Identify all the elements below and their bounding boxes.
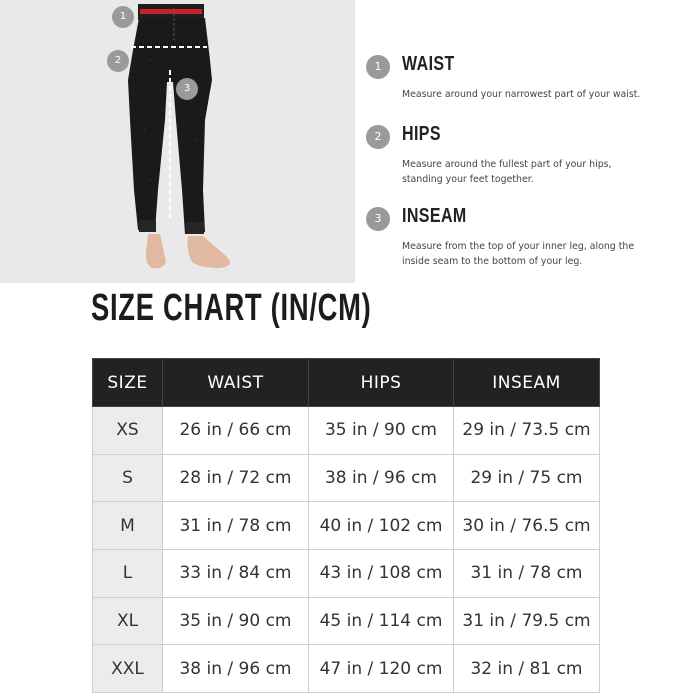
header-inseam: INSEAM [454, 359, 600, 407]
table-row [93, 597, 600, 645]
step-description: Measure around the fullest part of your hips, standing your feet together. [402, 159, 612, 185]
step-title: WAIST [402, 53, 455, 75]
step-title: INSEAM [402, 205, 467, 227]
marker-1: 1 [112, 6, 134, 28]
table-row [93, 407, 600, 455]
header-hips: HIPS [309, 359, 454, 407]
inseam-cell: 32 in / 81 cm [454, 645, 600, 693]
hips-cell: 40 in / 102 cm [309, 502, 454, 550]
waist-cell: 38 in / 96 cm [163, 645, 309, 693]
table-row [93, 550, 600, 598]
step-number: 2 [366, 125, 390, 149]
header-waist: WAIST [163, 359, 309, 407]
waist-cell: 26 in / 66 cm [163, 407, 309, 455]
inseam-cell: 29 in / 75 cm [454, 454, 600, 502]
inseam-cell: 31 in / 79.5 cm [454, 597, 600, 645]
table-header-row [93, 359, 600, 407]
waist-cell: 35 in / 90 cm [163, 597, 309, 645]
step-title: HIPS [402, 123, 441, 145]
step-description: Measure around your narrowest part of your waist. [402, 89, 641, 100]
waist-cell: 33 in / 84 cm [163, 550, 309, 598]
header-size: SIZE [93, 359, 163, 407]
step-description: Measure from the top of your inner leg, along the inside seam to the bottom of your leg. [402, 241, 635, 267]
hips-cell: 38 in / 96 cm [309, 454, 454, 502]
hips-cell: 47 in / 120 cm [309, 645, 454, 693]
hips-cell: 35 in / 90 cm [309, 407, 454, 455]
hips-cell: 45 in / 114 cm [309, 597, 454, 645]
size-chart-title: SIZE CHART (IN/CM) [91, 287, 372, 329]
table-row [93, 502, 600, 550]
hips-cell: 43 in / 108 cm [309, 550, 454, 598]
waist-cell: 31 in / 78 cm [163, 502, 309, 550]
inseam-cell: 29 in / 73.5 cm [454, 407, 600, 455]
size-cell: XL [93, 597, 163, 645]
leggings-photo [0, 0, 355, 283]
size-cell: S [93, 454, 163, 502]
leggings-illustration [0, 0, 355, 283]
marker-3: 3 [176, 78, 198, 100]
step-number: 1 [366, 55, 390, 79]
size-cell: XXL [93, 645, 163, 693]
size-cell: XS [93, 407, 163, 455]
inseam-cell: 30 in / 76.5 cm [454, 502, 600, 550]
size-cell: L [93, 550, 163, 598]
table-row [93, 645, 600, 693]
inseam-cell: 31 in / 78 cm [454, 550, 600, 598]
step-number: 3 [366, 207, 390, 231]
size-table [92, 358, 600, 693]
table-row [93, 454, 600, 502]
marker-2: 2 [107, 50, 129, 72]
size-cell: M [93, 502, 163, 550]
waist-cell: 28 in / 72 cm [163, 454, 309, 502]
